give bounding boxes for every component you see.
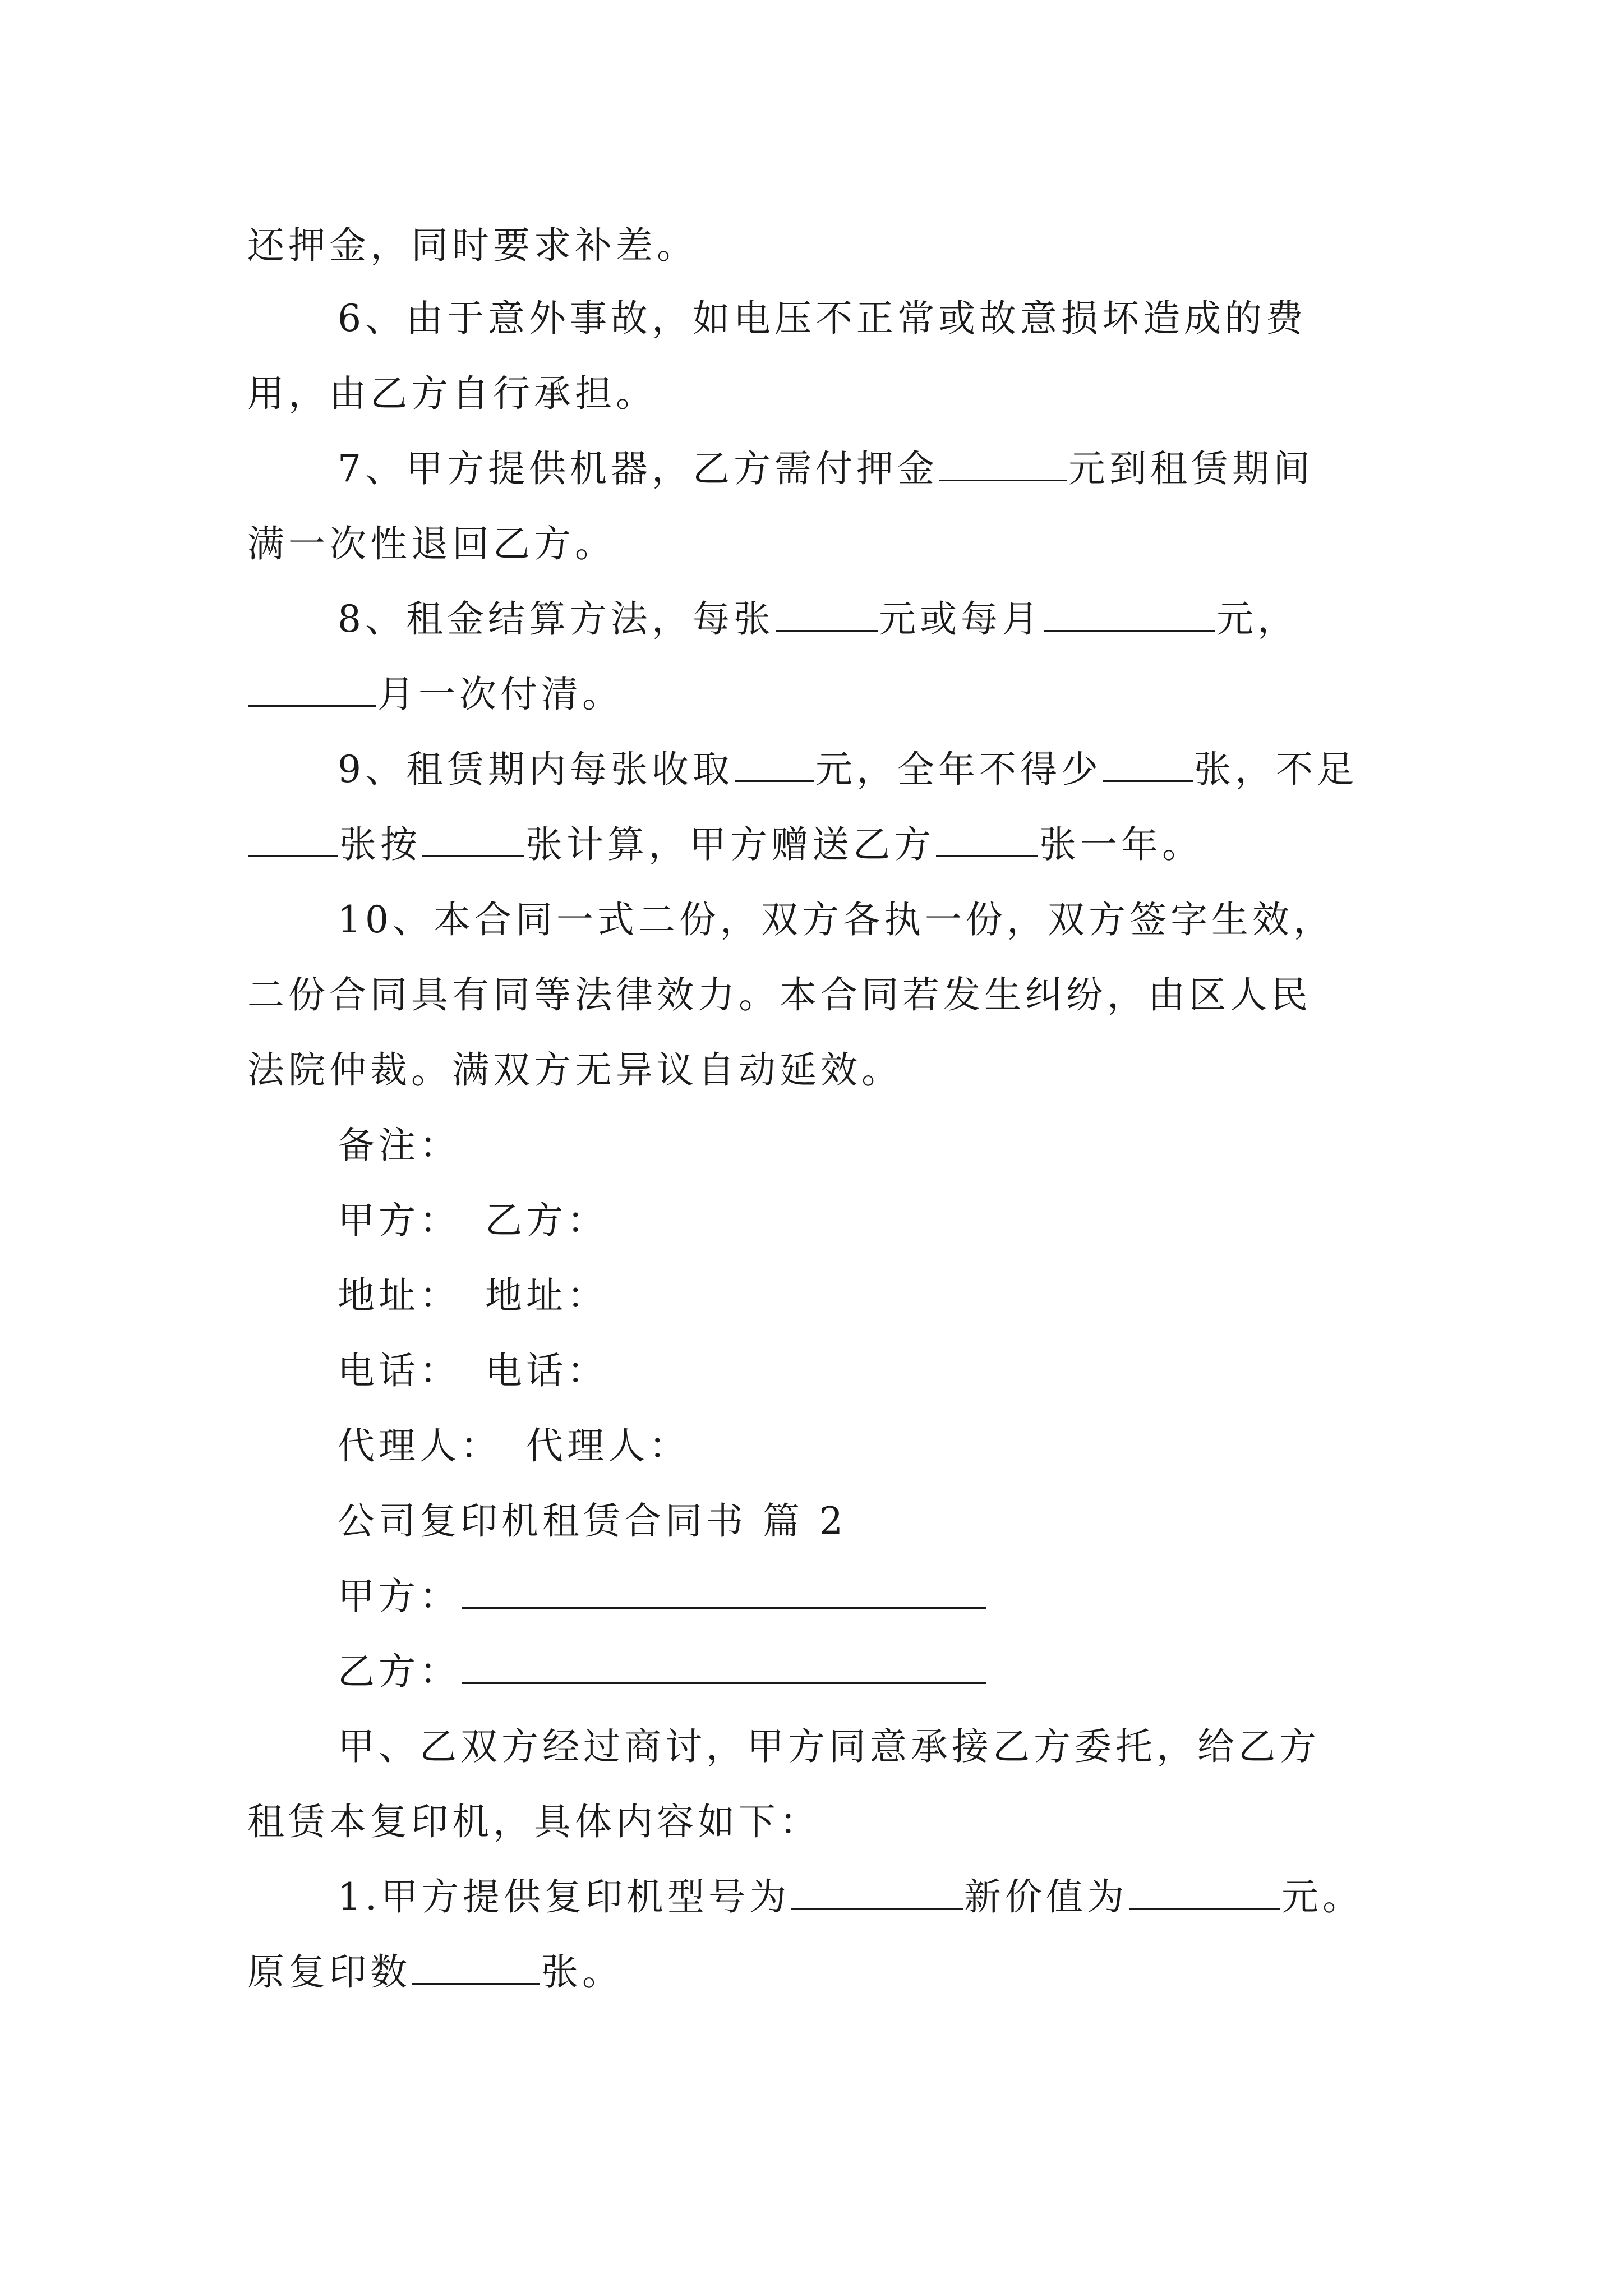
count-as-blank bbox=[422, 822, 524, 857]
text-line: 还押金，同时要求补差。 bbox=[247, 224, 698, 267]
item-1-line-2: 原复印数 张。 bbox=[247, 1950, 623, 1994]
section-heading: 公司复印机租赁合同书 篇 2 bbox=[338, 1499, 847, 1543]
clause-8-line-2: 月一次付清。 bbox=[0, 669, 1623, 720]
clause-6-line-2: 用，由乙方自行承担。 bbox=[247, 372, 657, 415]
clause-10-line-1: 10、本合同一式二份，双方各执一份，双方签字生效， bbox=[338, 898, 1334, 941]
party-labels: 甲方： 乙方： bbox=[338, 1199, 608, 1242]
remarks-label: 备注： bbox=[338, 1124, 460, 1167]
item-1-line-1: 1.甲方提供复印机型号为 新价值为 元。 bbox=[338, 1875, 1363, 1918]
intro-line-2: 租赁本复印机，具体内容如下： bbox=[247, 1800, 820, 1843]
clause-6-line-1: 6、由于意外事故，如电压不正常或故意损坏造成的费 bbox=[338, 297, 1307, 340]
clause-7-line-1: 7、甲方提供机器，乙方需付押金 元到租赁期间 bbox=[338, 447, 1314, 490]
party-a-line: 甲方： bbox=[0, 1571, 1623, 1622]
phone-labels: 电话： 电话： bbox=[338, 1349, 608, 1392]
clause-8-line-1: 8、租金结算方法，每张 元或每月 元， bbox=[338, 597, 1298, 641]
party-b-line: 乙方： bbox=[0, 1646, 1623, 1697]
min-copies-blank bbox=[1103, 747, 1193, 782]
address-labels: 地址： 地址： bbox=[338, 1274, 608, 1317]
clause-7-line-2: 满一次性退回乙方。 bbox=[247, 522, 616, 565]
intro-line-1: 甲、乙双方经过商讨，甲方同意承接乙方委托，给乙方 bbox=[338, 1725, 1320, 1768]
clause-9-line-1: 9、租赁期内每张收取 元，全年不得少 张，不足 bbox=[338, 748, 1358, 791]
per-month-blank bbox=[1044, 596, 1215, 632]
gift-copies-blank bbox=[936, 822, 1038, 857]
original-count-blank bbox=[412, 1949, 540, 1985]
deposit-blank bbox=[939, 446, 1067, 481]
clause-9-line-2: 张按 张计算，甲方赠送乙方 张一年。 bbox=[0, 819, 1623, 871]
new-value-blank bbox=[1129, 1874, 1280, 1910]
agent-labels: 代理人： 代理人： bbox=[338, 1424, 690, 1467]
clause-10-line-2: 二份合同具有同等法律效力。本合同若发生纠纷，由区人民 bbox=[247, 973, 1312, 1016]
shortfall-blank bbox=[248, 822, 338, 857]
per-copy-fee-blank bbox=[735, 747, 814, 782]
model-blank bbox=[791, 1874, 963, 1910]
clause-10-line-3: 法院仲裁。满双方无异议自动延效。 bbox=[247, 1048, 902, 1092]
party-a-blank bbox=[462, 1573, 986, 1609]
party-b-blank bbox=[462, 1649, 986, 1684]
months-blank bbox=[248, 671, 376, 707]
per-sheet-blank bbox=[776, 596, 878, 632]
